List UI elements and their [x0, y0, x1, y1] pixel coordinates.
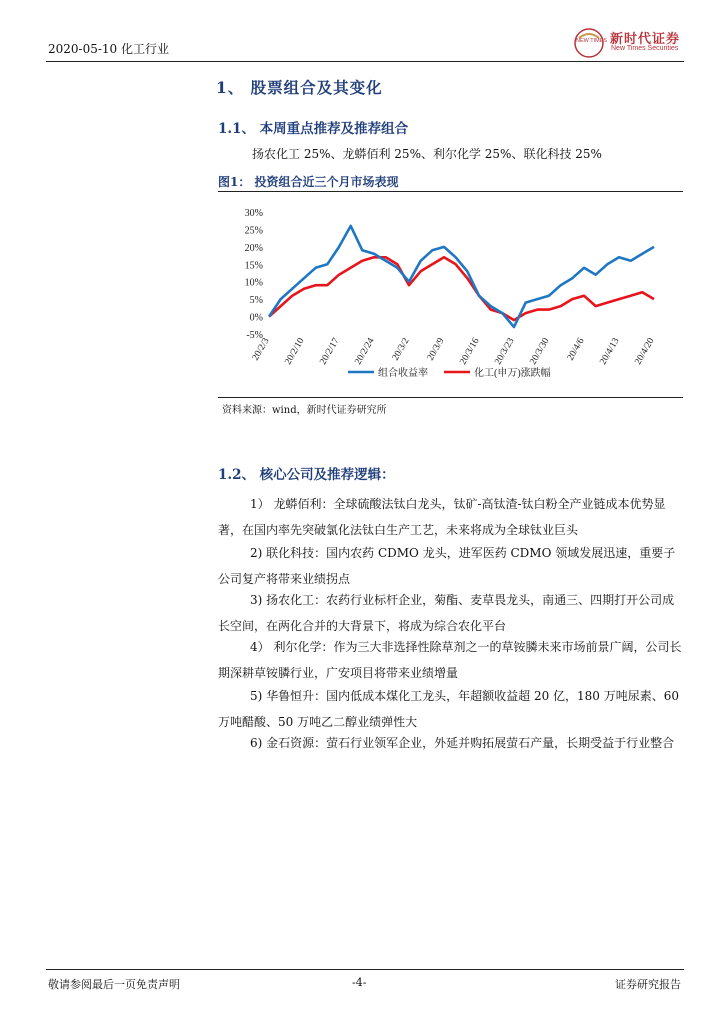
y-tick-label: 10% [244, 277, 263, 289]
portfolio-picks: 扬农化工 25%、龙蟒佰利 25%、利尔化学 25%、联化科技 25% [252, 147, 602, 161]
paragraph-lomon-billions: 1） 龙蟒佰利：全球硫酸法钛白龙头，钛矿-高钛渣-钛白粉全产业链成本优势显著，在国内率先突破氯化法钛白生产工艺，未来将成为全球钛业巨头 [218, 497, 666, 537]
paragraph-yangnong: 3) 扬农化工：农药行业标杆企业，菊酯、麦草畏龙头，南通三、四期打开公司成长空间，在两化合并的大背景下，将成为综合农化平台 [218, 593, 675, 633]
x-tick-label: 20/4/20 [633, 336, 657, 367]
logo-mark-text: NEW TIMES [576, 38, 608, 44]
paragraph-lier-chemical: 4） 利尔化学：作为三大非选择性除草剂之一的草铵膦未来市场前景广阔，公司长期深耕草铵膦行业，广安项目将带来业绩增量 [218, 640, 682, 680]
y-tick-label: 25% [244, 225, 263, 237]
y-tick-label: -5% [246, 330, 263, 341]
x-tick-label: 20/3/30 [528, 336, 552, 367]
y-tick-label: 0% [249, 312, 263, 324]
paragraph-jinshi-resources: 6) 金石资源：萤石行业领军企业，外延并购拓展萤石产量，长期受益于行业整合 [250, 736, 675, 750]
y-tick-label: 30% [244, 208, 263, 219]
section-1-title: 1、 股票组合及其变化 [216, 78, 383, 97]
series-line [269, 226, 654, 327]
legend-label: 化工(申万)涨跌幅 [474, 368, 551, 379]
x-tick-label: 20/2/3 [250, 336, 272, 363]
figure-top-rule [218, 191, 683, 192]
footer-report-type: 证券研究报告 [615, 978, 681, 991]
footer-disclaimer: 敬请参阅最后一页免责声明 [48, 978, 180, 991]
section-1-1-title: 1.1、 本周重点推荐及推荐组合 [218, 121, 409, 137]
x-tick-label: 20/2/24 [353, 336, 377, 367]
legend-label: 组合收益率 [378, 368, 428, 379]
x-tick-label: 20/2/10 [283, 336, 307, 367]
y-tick-label: 15% [244, 260, 263, 272]
logo-english-name: New Times Securities [611, 45, 679, 52]
x-tick-label: 20/2/17 [318, 336, 342, 367]
header-divider [46, 61, 684, 62]
portfolio-performance-chart [218, 196, 684, 394]
paragraph-lianhe-tech: 2) 联化科技：国内农药 CDMO 龙头，进军医药 CDMO 领域发展迅速，重要子公司复产将带来业绩拐点 [218, 546, 676, 586]
x-tick-label: 20/3/23 [493, 336, 517, 367]
section-1-2-title: 1.2、 核心公司及推荐逻辑： [218, 467, 395, 483]
x-tick-label: 20/3/16 [458, 336, 482, 367]
x-tick-label: 20/3/9 [425, 336, 447, 363]
figure-bottom-rule [218, 397, 683, 398]
y-tick-label: 5% [249, 295, 263, 307]
footer-divider [46, 969, 684, 970]
y-tick-label: 20% [244, 242, 263, 254]
figure-title: 图1： 投资组合近三个月市场表现 [218, 175, 399, 189]
paragraph-hualu-hengsheng: 5) 华鲁恒升：国内低成本煤化工龙头，年超额收益超 20 亿，180 万吨尿素、60 万吨醋酸、50 万吨乙二醇业绩弹性大 [218, 689, 680, 729]
x-tick-label: 20/3/2 [390, 336, 412, 363]
logo-chinese-name: 新时代证券 [610, 32, 681, 47]
x-tick-label: 20/4/13 [598, 336, 622, 367]
x-tick-label: 20/4/6 [565, 336, 587, 363]
series-line [269, 257, 654, 320]
footer-page-number: -4- [352, 976, 367, 989]
header-date-industry: 2020-05-10 化工行业 [48, 42, 170, 56]
figure-source: 资料来源：wind，新时代证券研究所 [222, 405, 387, 416]
